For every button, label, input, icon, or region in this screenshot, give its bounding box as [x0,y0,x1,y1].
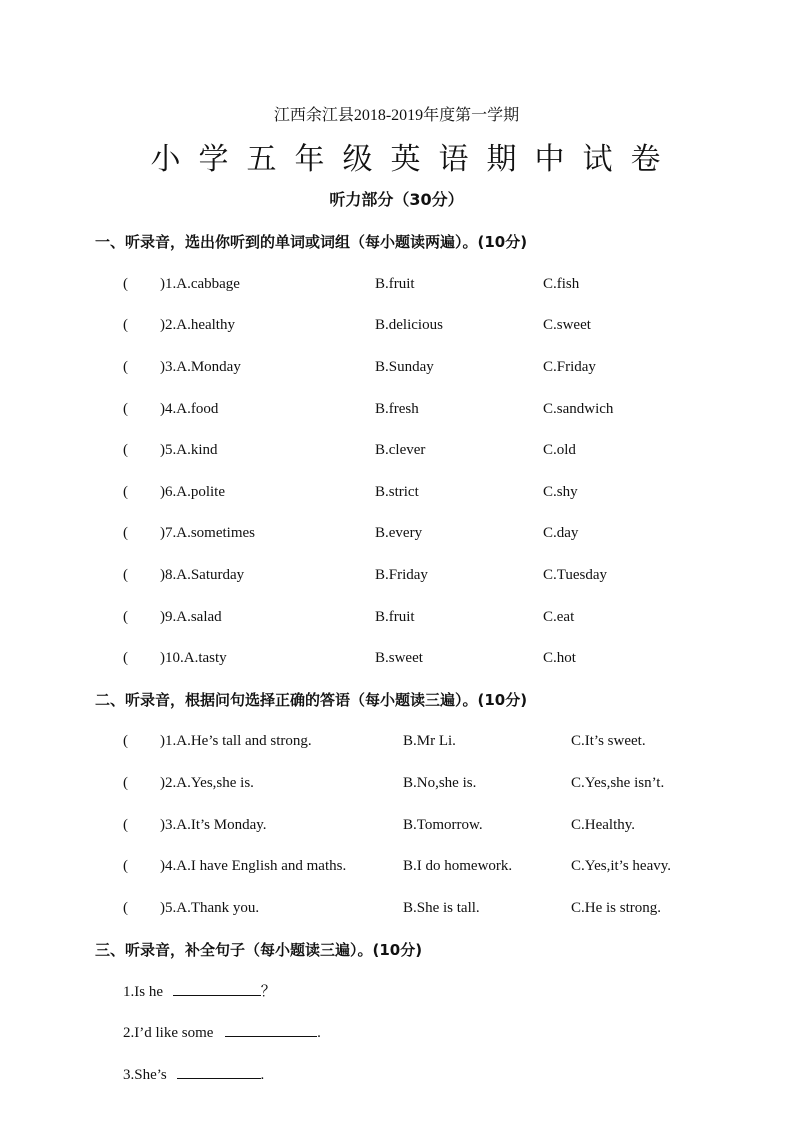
section2-question [0,855,793,877]
option-c: C.Yes,it’s heavy. [571,858,672,874]
sentence-prefix: 1.Is he [123,984,163,1000]
answer-paren: ( [123,317,128,333]
option-c: C.It’s sweet. [571,733,646,749]
answer-paren: ( [123,900,128,916]
option-b: B.Mr Li. [403,733,456,749]
exam-subtitle: 江西余江县2018-2019年度第一学期 [273,107,520,124]
option-b: B.Friday [375,567,428,583]
section2-question [0,814,793,836]
answer-paren: ( [123,359,128,375]
option-c: C.Healthy. [571,817,636,833]
option-a: )2.A.healthy [160,317,235,333]
answer-paren: ( [123,609,128,625]
option-b: B.No,she is. [403,775,477,791]
option-c: C.fish [543,276,580,292]
section2-question [0,730,793,752]
section2-title: 二、听录音，根据问句选择正确的答语（每小题读三遍）。(10分) [95,691,528,709]
section3-title: 三、听录音，补全句子（每小题读三遍）。(10分) [95,941,423,959]
section2-question [0,897,793,919]
section2-question [0,772,793,794]
section1-question [0,273,793,295]
option-b: B.fruit [375,609,415,625]
option-a: )1.A.cabbage [160,276,240,292]
section1-question [0,606,793,628]
exam-title: 小学五年级英语期中试卷 [150,142,679,177]
option-c: C.old [543,442,576,458]
listening-section-heading: 听力部分（30分） [329,190,464,209]
section1-question [0,522,793,544]
option-a: )3.A.Monday [160,359,241,375]
answer-blank[interactable] [177,1064,261,1079]
option-c: C.Yes,she isn’t. [571,775,665,791]
section1-question [0,647,793,669]
option-b: B.Tomorrow. [403,817,483,833]
option-a: )9.A.salad [160,609,222,625]
option-c: C.Tuesday [543,567,608,583]
option-a: )5.A.kind [160,442,218,458]
sentence-suffix: ？ [260,984,276,1000]
sentence-suffix: . [260,1067,265,1083]
option-c: C.He is strong. [571,900,661,916]
option-b: B.She is tall. [403,900,480,916]
section1-question [0,481,793,503]
option-b: B.fresh [375,401,419,417]
answer-paren: ( [123,650,128,666]
answer-paren: ( [123,525,128,541]
answer-blank[interactable] [173,981,261,996]
option-a: )5.A.Thank you. [160,900,260,916]
option-b: B.Sunday [375,359,434,375]
sentence-prefix: 3.She’s [123,1067,167,1083]
answer-paren: ( [123,775,128,791]
option-c: C.Friday [543,359,596,375]
sentence-prefix: 2.I’d like some [123,1025,214,1041]
section1-question [0,356,793,378]
section1-question [0,564,793,586]
option-a: )4.A.food [160,401,219,417]
section1-question [0,398,793,420]
answer-paren: ( [123,442,128,458]
option-b: B.strict [375,484,419,500]
option-b: B.sweet [375,650,423,666]
option-c: C.hot [543,650,576,666]
option-c: C.shy [543,484,578,500]
answer-paren: ( [123,276,128,292]
option-b: B.clever [375,442,426,458]
option-a: )6.A.polite [160,484,225,500]
option-c: C.sweet [543,317,591,333]
fill-blank-item [123,1022,321,1044]
answer-blank[interactable] [225,1022,317,1037]
option-a: )1.A.He’s tall and strong. [160,733,312,749]
option-c: C.sandwich [543,401,614,417]
option-a: )7.A.sometimes [160,525,255,541]
option-c: C.eat [543,609,575,625]
option-b: B.fruit [375,276,415,292]
answer-paren: ( [123,401,128,417]
fill-blank-item [123,1064,264,1086]
section1-title: 一、听录音，选出你听到的单词或词组（每小题读两遍）。(10分) [95,233,528,251]
option-b: B.I do homework. [403,858,513,874]
option-a: )8.A.Saturday [160,567,245,583]
option-a: )2.A.Yes,she is. [160,775,254,791]
sentence-suffix: . [317,1025,321,1041]
fill-blank-item [123,981,276,1003]
answer-paren: ( [123,567,128,583]
option-a: )4.A.I have English and maths. [160,858,347,874]
section1-question [0,439,793,461]
option-c: C.day [543,525,579,541]
answer-paren: ( [123,484,128,500]
option-b: B.delicious [375,317,443,333]
option-a: )10.A.tasty [160,650,227,666]
section1-question [0,314,793,336]
answer-paren: ( [123,858,128,874]
option-a: )3.A.It’s Monday. [160,817,267,833]
answer-paren: ( [123,733,128,749]
option-b: B.every [375,525,423,541]
answer-paren: ( [123,817,128,833]
